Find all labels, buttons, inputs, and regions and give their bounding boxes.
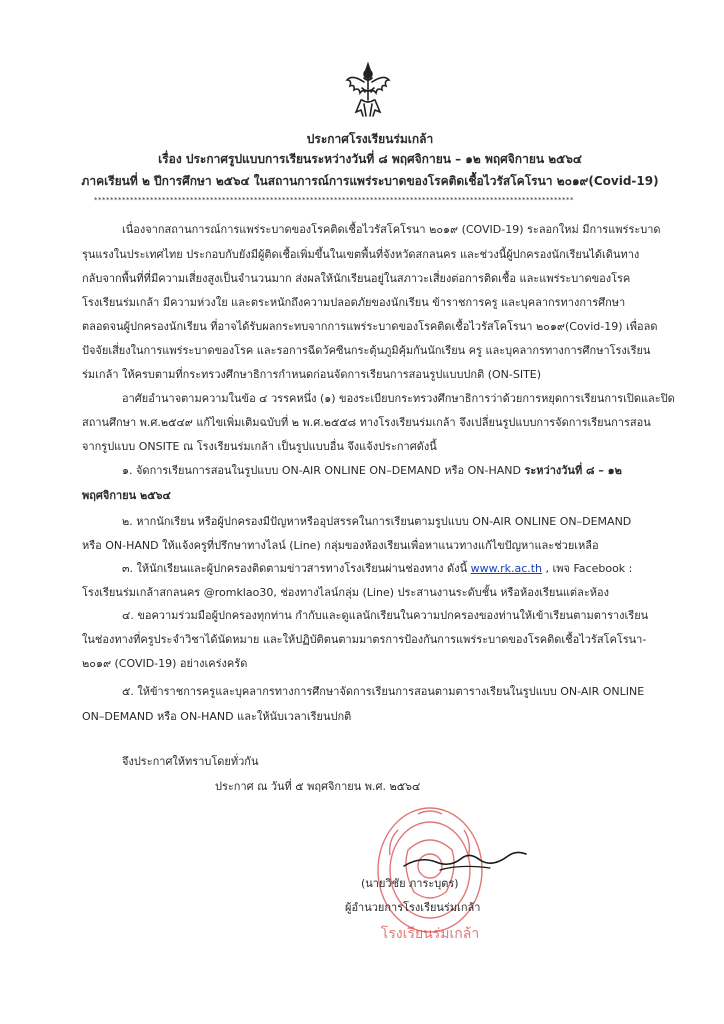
item-4-line: ในช่องทางที่ครูประจำวิชาได้นัดหมาย และให้ปฏิบัติตนตามมาตรการป้องกันการแพร่ระบาดของโรคติดเชื้อไวรัสโคโรนา- — [82, 633, 647, 646]
item-1-text: ๑. จัดการเรียนการสอนในรูปแบบ ON-AIR ONLINE ON–DEMAND หรือ ON-HAND — [122, 464, 521, 477]
handwritten-signature — [400, 838, 530, 878]
item-1-period: ระหว่างวันที่ ๘ – ๑๒ — [524, 464, 622, 477]
announcement-title: ประกาศโรงเรียนร่มเกล้า — [306, 132, 434, 146]
item-3-line: โรงเรียนร่มเกล้าสกลนคร @romklao30, ช่องทางไลน์กลุ่ม (Line) ประสานงานระดับชั้น หรือห้องเรียนแต่ละห้อง — [82, 586, 609, 599]
garuda-emblem-icon — [344, 60, 392, 120]
announcement-semester: ภาคเรียนที่ ๒ ปีการศึกษา ๒๕๖๔ ในสถานการณ์การแพร่ระบาดของโรคติดเชื้อไวรัสโคโรนา ๒๐๑๙(Covid-19) — [81, 174, 659, 188]
paragraph-1-line: ร่มเกล้า ให้ครบตามที่กระทรวงศึกษาธิการกำหนดก่อนจัดการเรียนการสอนรูปแบบปกติ (ON-SITE) — [82, 368, 542, 381]
item-1-month: พฤศจิกายน ๒๕๖๔ — [82, 489, 171, 502]
item-1-line — [122, 464, 622, 478]
paragraph-1-line: เนื่องจากสถานการณ์การแพร่ระบาดของโรคติดเชื้อไวรัสโคโรนา ๒๐๑๙ (COVID-19) ระลอกใหม่ มีการแพร่ระบาด — [122, 223, 661, 236]
paragraph-2-line: อาศัยอำนาจตามความในข้อ ๔ วรรคหนึ่ง (๑) ของระเบียบกระทรวงศึกษาธิการว่าด้วยการหยุดการเรียนการเปิดและปิด — [122, 392, 675, 405]
divider-stars: ************************************************************************************************************************ — [94, 196, 574, 204]
paragraph-1-line: ตลอดจนผู้ปกครองนักเรียน ที่อาจได้รับผลกระทบจากการแพร่ระบาดของโรคติดเชื้อไวรัสโคโรนา ๒๐๑๙(Covid-19) เพื่อลด — [82, 320, 658, 333]
school-website-link[interactable]: www.rk.ac.th — [470, 562, 543, 575]
seal-text: โรงเรียนร่มเกล้า — [380, 926, 480, 942]
announcement-date: ประกาศ ณ วันที่ ๕ พฤศจิกายน พ.ศ. ๒๕๖๔ — [215, 780, 421, 793]
closing-statement: จึงประกาศให้ทราบโดยทั่วกัน — [122, 755, 259, 768]
item-4-line: ๒๐๑๙ (COVID-19) อย่างเคร่งครัด — [82, 657, 248, 670]
item-2-line: ๒. หากนักเรียน หรือผู้ปกครองมีปัญหาหรืออุปสรรคในการเรียนตามรูปแบบ ON-AIR ONLINE ON–DEMAND — [122, 515, 632, 528]
paragraph-1-line: กลับจากพื้นที่ที่มีความเสี่ยงสูงเป็นจำนวนมาก ส่งผลให้นักเรียนอยู่ในสภาวะเสี่ยงต่อการติดเชื้อ และแพร่ระบาดของโรค — [82, 272, 631, 285]
item-3-text: ๓. ให้นักเรียนและผู้ปกครองติดตามข่าวสารทางโรงเรียนผ่านช่องทาง ดังนี้ — [122, 562, 468, 575]
announcement-subject: เรื่อง ประกาศรูปแบบการเรียนระหว่างวันที่ ๘ พฤศจิกายน – ๑๒ พฤศจิกายน ๒๕๖๔ — [158, 152, 582, 166]
item-5-line: ON–DEMAND หรือ ON-HAND และให้นับเวลาเรียนปกติ — [82, 710, 352, 723]
item-2-line: หรือ ON-HAND ให้แจ้งครูที่ปรึกษาทางไลน์ (Line) กลุ่มของห้องเรียนเพื่อหาแนวทางแก้ไขปัญหาและช่วยเหลือ — [82, 539, 599, 552]
paragraph-1-line: รุนแรงในประเทศไทย ประกอบกับยังมีผู้ติดเชื้อเพิ่มขึ้นในเขตพื้นที่จังหวัดสกลนคร และช่วงนี้ผู้ปกครองนักเรียนได้เดินทาง — [82, 248, 640, 261]
signatory-position: ผู้อำนวยการโรงเรียนร่มเกล้า — [345, 901, 481, 914]
signatory-name: (นายวิชัย ภาระบุตร) — [361, 877, 459, 890]
paragraph-1-line: โรงเรียนร่มเกล้า มีความห่วงใย และตระหนักถึงความปลอดภัยของนักเรียน ข้าราชการครู และบุคลากรทางการศึกษา — [82, 296, 626, 309]
paragraph-1-line: ปัจจัยเสี่ยงในการแพร่ระบาดของโรค และรอการฉีดวัคซีนกระตุ้นภูมิคุ้มกันนักเรียน ครู และบุคลากรทางการศึกษาโรงเรียน — [82, 344, 651, 357]
paragraph-2-line: จากรูปแบบ ONSITE ณ โรงเรียนร่มเกล้า เป็นรูปแบบอื่น จึงแจ้งประกาศดังนี้ — [82, 440, 437, 453]
item-5-line: ๕. ให้ข้าราชการครูและบุคลากรทางการศึกษาจัดการเรียนการสอนตามตารางเรียนในรูปแบบ ON-AIR ONLINE — [122, 685, 645, 698]
item-4-line: ๔. ขอความร่วมมือผู้ปกครองทุกท่าน กำกับและดูแลนักเรียนในความปกครองของท่านให้เข้าเรียนตามตารางเรียน — [122, 609, 649, 622]
item-3-line — [122, 562, 632, 576]
paragraph-2-line: สถานศึกษา พ.ศ.๒๕๔๙ แก้ไขเพิ่มเติมฉบับที่ ๒ พ.ศ.๒๕๕๘ ทางโรงเรียนร่มเกล้า จึงเปลี่ยนรูปแบบการจัดการเรียนการสอน — [82, 416, 651, 429]
item-3-facebook: , เพจ Facebook : — [545, 562, 633, 575]
